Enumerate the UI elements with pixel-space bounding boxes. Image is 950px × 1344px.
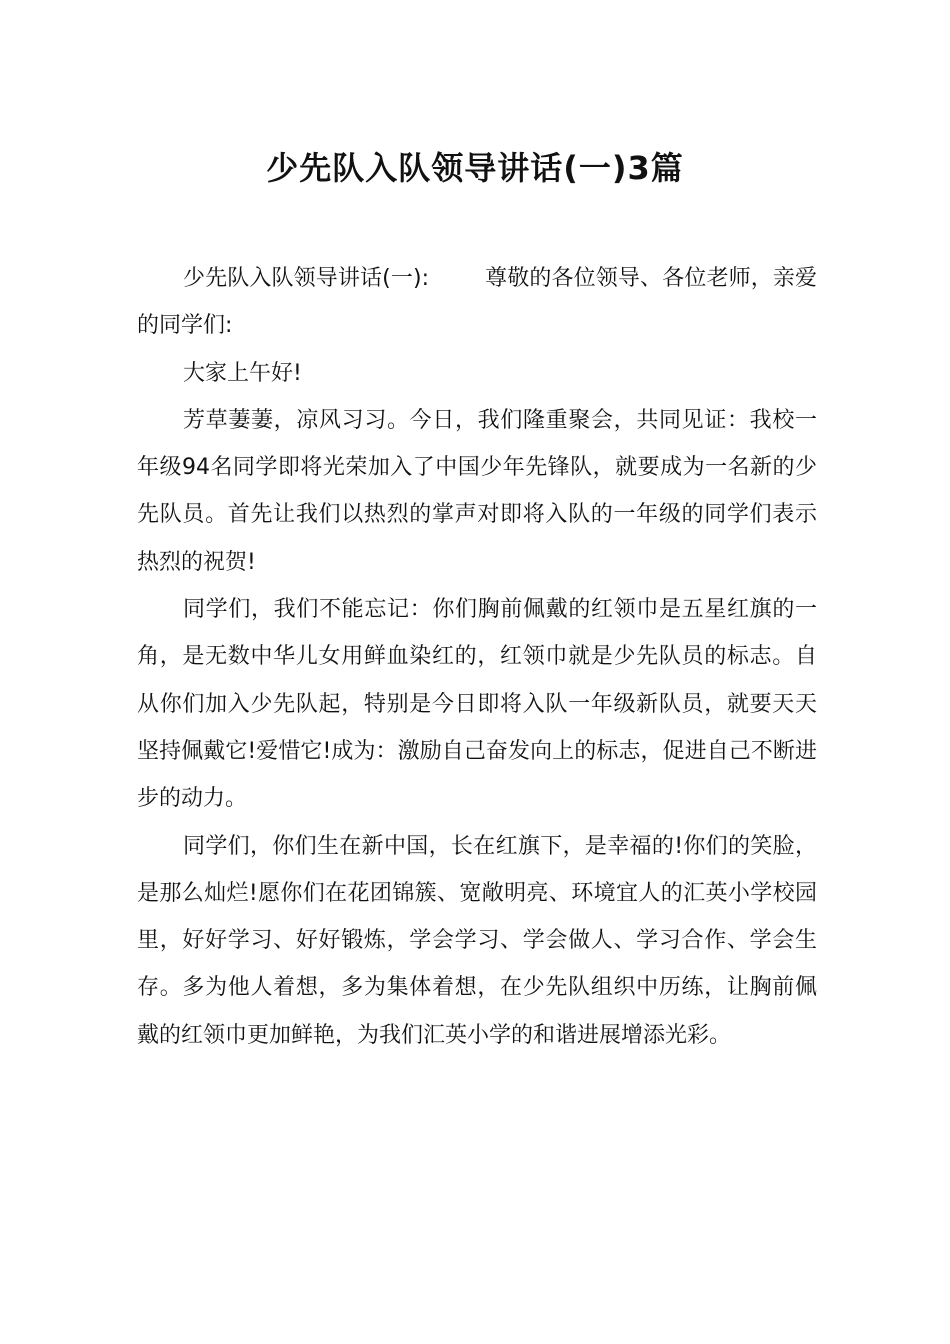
page-title: 少先队入队领导讲话(一)3篇 [266,149,684,187]
document-body [137,255,817,1059]
salutation: 尊敬的各位领导、各位老师，亲爱的同学们: [137,266,817,339]
paragraph-2: 同学们，我们不能忘记：你们胸前佩戴的红领巾是五星红旗的一角，是无数中华儿女用鲜血染红的，红领巾就是少先队员的标志。自从你们加入少先队起，特别是今日即将入队一年级新队员，就要天天坚持佩戴它!爱惜它!成为：激励自己奋发向上的标志，促进自己不断进步的动力。 [137,597,817,812]
paragraph-greeting: 大家上午好! [183,360,302,386]
intro-heading: 少先队入队领导讲话(一): [183,266,430,291]
paragraph-1: 芳草萋萋，凉风习习。今日，我们隆重聚会，共同见证：我校一年级94名同学即将光荣加入了中国少年先锋队，就要成为一名新的少先队员。首先让我们以热烈的掌声对即将入队的一年级的同学们表示热烈的祝贺! [137,407,817,575]
intro-paragraph [137,255,817,350]
paragraph-3: 同学们，你们生在新中国，长在红旗下，是幸福的!你们的笑脸，是那么灿烂!愿你们在花团锦簇、宽敞明亮、环境宜人的汇英小学校园里，好好学习、好好锻炼，学会学习、学会做人、学习合作、学会生存。多为他人着想，多为集体着想，在少先队组织中历练，让胸前佩戴的红领巾更加鲜艳，为我们汇英小学的和谐进展增添光彩。 [137,833,817,1048]
